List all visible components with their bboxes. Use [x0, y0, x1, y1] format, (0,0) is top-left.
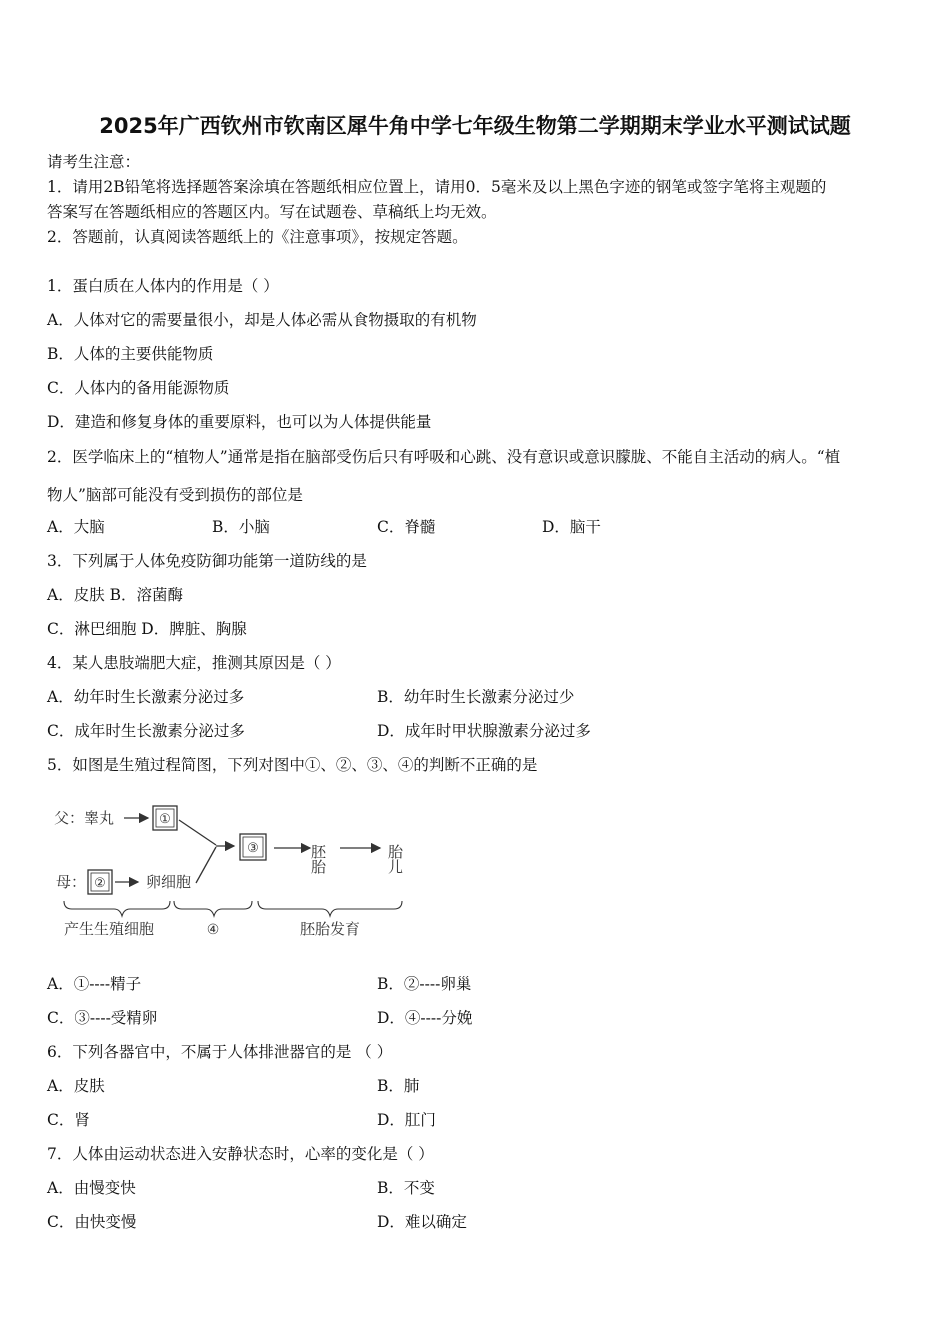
q7-option-a: A．由慢变快 — [47, 1179, 136, 1197]
box-1: ① — [159, 812, 171, 827]
q5-option-b: B．②----卵巢 — [377, 975, 472, 993]
q1-option-b: B．人体的主要供能物质 — [47, 345, 214, 363]
mother-label: 母： — [56, 873, 87, 891]
egg-cell-label: 卵细胞 — [146, 873, 192, 891]
gamete-label: 产生生殖细胞 — [64, 920, 155, 938]
q5-option-d: D．④----分娩 — [377, 1009, 473, 1027]
q2-option-d: D．脑干 — [542, 518, 601, 536]
q7-option-b: B．不变 — [377, 1179, 435, 1197]
q6-option-c: C．肾 — [47, 1111, 90, 1129]
q1-option-d: D．建造和修复身体的重要原料，也可以为人体提供能量 — [47, 413, 432, 431]
q7-option-c: C．由快变慢 — [47, 1213, 137, 1231]
q4-option-a: A．幼年时生长激素分泌过多 — [47, 688, 245, 706]
q6-option-a: A．皮肤 — [47, 1077, 105, 1095]
q2-stem-cont: 物人”脑部可能没有受到损伤的部位是 — [47, 486, 303, 504]
q7-stem: 7．人体由运动状态进入安静状态时，心率的变化是（ ） — [47, 1145, 434, 1163]
embryo-label: 胚胎 — [309, 844, 327, 874]
label-4: ④ — [206, 922, 220, 938]
box-3: ③ — [247, 841, 259, 856]
notice-line-2: 2．答题前，认真阅读答题纸上的《注意事项》，按规定答题。 — [47, 228, 468, 246]
q4-option-c: C．成年时生长激素分泌过多 — [47, 722, 245, 740]
q5-option-a: A．①----精子 — [47, 975, 142, 993]
q7-option-d: D．难以确定 — [377, 1213, 467, 1231]
q4-stem: 4．某人患肢端肥大症，推测其原因是（ ） — [47, 654, 341, 672]
q5-stem: 5．如图是生殖过程简图，下列对图中①、②、③、④的判断不正确的是 — [47, 756, 538, 774]
q3-options-cd: C．淋巴细胞 D．脾脏、胸腺 — [47, 620, 247, 638]
reproduction-diagram — [50, 793, 420, 953]
q3-options-ab: A．皮肤 B．溶菌酶 — [47, 586, 184, 604]
q1-option-c: C．人体内的备用能源物质 — [47, 379, 230, 397]
box-2: ② — [94, 876, 106, 891]
notice-heading: 请考生注意： — [47, 153, 141, 171]
q2-option-b: B．小脑 — [212, 518, 270, 536]
q5-option-c: C．③----受精卵 — [47, 1009, 158, 1027]
q4-option-d: D．成年时甲状腺激素分泌过多 — [377, 722, 591, 740]
notice-line-1: 1．请用2B铅笔将选择题答案涂填在答题纸相应位置上，请用0．5毫米及以上黑色字迹的钢笔或签字笔将主观题的 — [47, 178, 827, 196]
q6-option-d: D．肛门 — [377, 1111, 436, 1129]
q1-stem: 1．蛋白质在人体内的作用是（ ） — [47, 277, 279, 295]
notice-line-1b: 答案写在答题纸相应的答题区内。写在试题卷、草稿纸上均无效。 — [47, 203, 497, 221]
q2-option-a: A．大脑 — [47, 518, 105, 536]
q4-option-b: B．幼年时生长激素分泌过少 — [377, 688, 575, 706]
fetus-label: 胎儿 — [386, 844, 404, 874]
father-label: 父：睾丸 — [54, 809, 115, 827]
page-title: 2025年广西钦州市钦南区犀牛角中学七年级生物第二学期期末学业水平测试试题 — [99, 114, 851, 138]
q6-stem: 6．下列各器官中，不属于人体排泄器官的是 （ ） — [47, 1043, 393, 1061]
q1-option-a: A．人体对它的需要量很小，却是人体必需从食物摄取的有机物 — [47, 311, 477, 329]
q3-stem: 3．下列属于人体免疫防御功能第一道防线的是 — [47, 552, 367, 570]
q2-stem: 2．医学临床上的“植物人”通常是指在脑部受伤后只有呼吸和心跳、没有意识或意识朦胧、不能自主活动的病人。“植 — [47, 448, 841, 466]
q6-option-b: B．肺 — [377, 1077, 420, 1095]
q2-option-c: C．脊髓 — [377, 518, 436, 536]
development-label: 胚胎发育 — [299, 920, 361, 938]
